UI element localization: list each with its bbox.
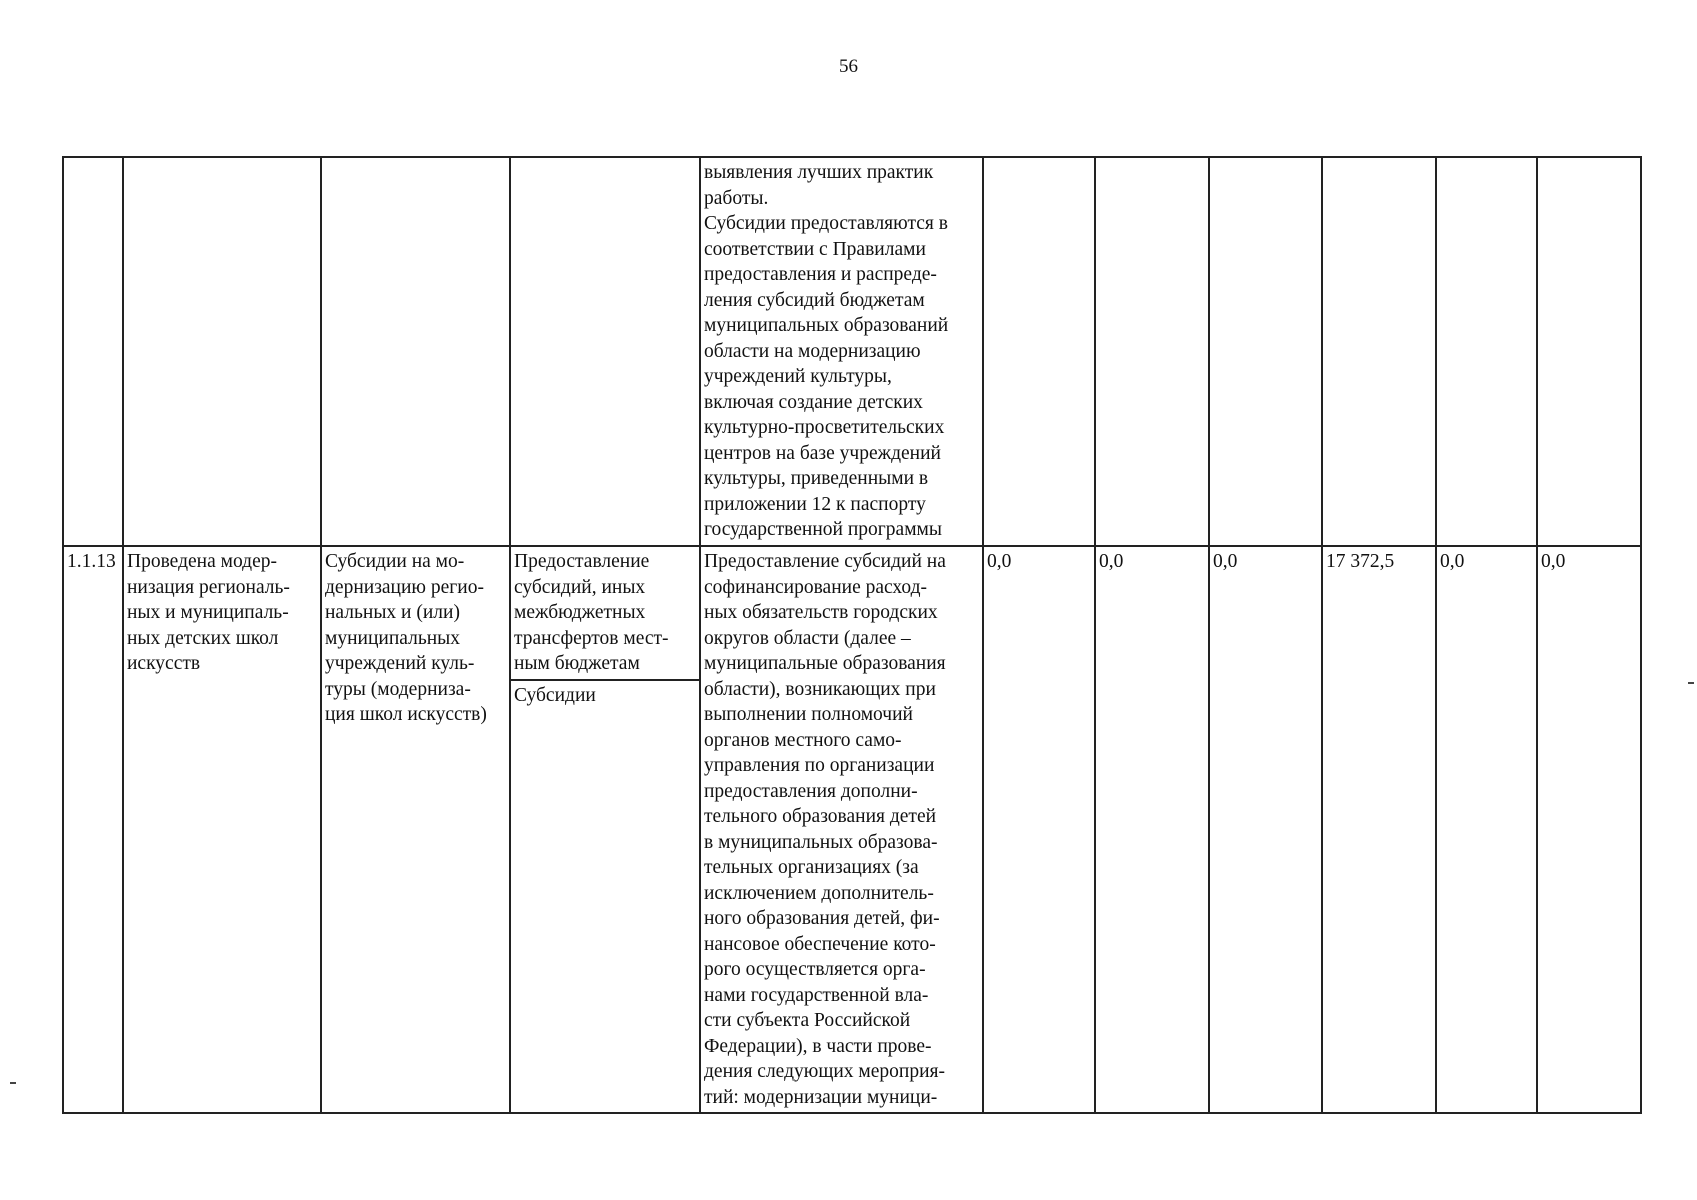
cell-number: 1.1.13	[63, 546, 123, 1113]
scan-margin-mark	[10, 1082, 16, 1084]
program-table	[62, 156, 1642, 1114]
page-number: 56	[839, 56, 858, 77]
cell-type	[510, 546, 700, 1113]
cell-result	[123, 157, 321, 546]
cell-number	[63, 157, 123, 546]
cell-value: 0,0	[1095, 546, 1209, 1113]
cell-value: 0,0	[1537, 546, 1641, 1113]
cell-description: Предоставление субсидий на софинансирование расход- ных обязательств городских округов области (далее – муниципальные образования области), возникающих при выполнении полномочий органов местного само- управления по организации предоставления дополни- тельного образования детей в муниципальных образова- тельных организациях (за исключением дополнитель- ного образования детей, фи- нансовое обеспечение кото- рого осуществляется орга- нами государственной вла- сти субъекта Российской Федерации), в части прове- дения следующих мероприя- тий: модернизации муници-	[700, 546, 983, 1113]
cell-event	[321, 157, 510, 546]
cell-description: выявления лучших практик работы. Субсидии предоставляются в соответствии с Правилами предоставления и распреде- ления субсидий бюджетам муниципальных образований области на модернизацию учреждений культуры, включая создание детских культурно-просветительских центров на базе учреждений культуры, приведенными в приложении 12 к паспорту государственной программы	[700, 157, 983, 546]
cell-value: 0,0	[983, 546, 1095, 1113]
cell-type-top: Предоставление субсидий, иных межбюджетных трансфертов мест- ным бюджетам	[511, 547, 699, 681]
cell-value	[1095, 157, 1209, 546]
cell-value	[1436, 157, 1537, 546]
cell-value: 0,0	[1436, 546, 1537, 1113]
table-row-continued	[63, 157, 1641, 546]
scan-margin-mark	[1688, 682, 1694, 684]
table-row-1-1-13	[63, 546, 1641, 1113]
cell-value	[1209, 157, 1322, 546]
cell-value	[1537, 157, 1641, 546]
cell-event: Субсидии на мо- дернизацию регио- нальных и (или) муниципальных учреждений куль- туры (модерниза- ция школ искусств)	[321, 546, 510, 1113]
cell-value: 17 372,5	[1322, 546, 1436, 1113]
cell-type-bottom: Субсидии	[514, 684, 596, 706]
cell-value: 0,0	[1209, 546, 1322, 1113]
cell-value	[1322, 157, 1436, 546]
cell-value	[983, 157, 1095, 546]
cell-result: Проведена модер- низация региональ- ных и муниципаль- ных детских школ искусств	[123, 546, 321, 1113]
cell-type	[510, 157, 700, 546]
